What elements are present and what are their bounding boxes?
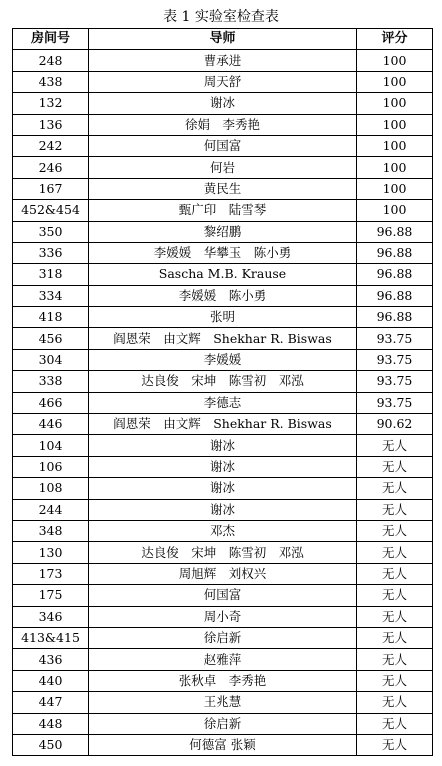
- room-cell: 440: [13, 670, 89, 691]
- table-row: [13, 264, 433, 285]
- room-cell: 338: [13, 371, 89, 392]
- advisor-cell: 何岩: [89, 157, 357, 178]
- score-cell: 100: [357, 178, 433, 199]
- advisor-cell: 达良俊 宋坤 陈雪初 邓泓: [89, 371, 357, 392]
- advisor-cell: 张明: [89, 307, 357, 328]
- room-cell: 108: [13, 478, 89, 499]
- advisor-cell: 何德富 张颖: [89, 734, 357, 755]
- room-cell: 130: [13, 542, 89, 563]
- advisor-cell: 李媛媛: [89, 349, 357, 370]
- score-cell: 无人: [357, 520, 433, 541]
- advisor-cell: 徐启新: [89, 713, 357, 734]
- table-caption: 表 1 实验室检查表: [163, 9, 279, 25]
- advisor-cell: 阎恩荣 由文辉 Shekhar R. Biswas: [89, 328, 357, 349]
- table-row: [13, 135, 433, 156]
- score-cell: 96.88: [357, 307, 433, 328]
- table-row: [13, 606, 433, 627]
- table-row: [13, 692, 433, 713]
- score-cell: 96.88: [357, 221, 433, 242]
- header-score: 评分: [357, 29, 433, 50]
- room-cell: 348: [13, 520, 89, 541]
- table-row: [13, 435, 433, 456]
- advisor-cell: 谢冰: [89, 435, 357, 456]
- score-cell: 93.75: [357, 371, 433, 392]
- room-cell: 242: [13, 135, 89, 156]
- score-cell: 无人: [357, 585, 433, 606]
- score-cell: 无人: [357, 670, 433, 691]
- advisor-cell: 何国富: [89, 135, 357, 156]
- advisor-cell: 周旭辉 刘权兴: [89, 563, 357, 584]
- room-cell: 304: [13, 349, 89, 370]
- table-row: [13, 93, 433, 114]
- table-row: [13, 307, 433, 328]
- advisor-cell: 周天舒: [89, 71, 357, 92]
- table-row: [13, 456, 433, 477]
- room-cell: 248: [13, 50, 89, 71]
- table-row: [13, 670, 433, 691]
- table-row: [13, 178, 433, 199]
- room-cell: 167: [13, 178, 89, 199]
- advisor-cell: 曹承进: [89, 50, 357, 71]
- score-cell: 96.88: [357, 285, 433, 306]
- room-cell: 132: [13, 93, 89, 114]
- score-cell: 93.75: [357, 328, 433, 349]
- room-cell: 413&415: [13, 627, 89, 648]
- table-body: [13, 50, 433, 756]
- score-cell: 90.62: [357, 414, 433, 435]
- advisor-cell: 谢冰: [89, 456, 357, 477]
- score-cell: 无人: [357, 649, 433, 670]
- room-cell: 447: [13, 692, 89, 713]
- score-cell: 无人: [357, 542, 433, 563]
- score-cell: 无人: [357, 499, 433, 520]
- table-row: [13, 520, 433, 541]
- table-row: [13, 328, 433, 349]
- room-cell: 438: [13, 71, 89, 92]
- room-cell: 246: [13, 157, 89, 178]
- room-cell: 350: [13, 221, 89, 242]
- room-cell: 446: [13, 414, 89, 435]
- room-cell: 452&454: [13, 200, 89, 221]
- score-cell: 100: [357, 157, 433, 178]
- room-cell: 418: [13, 307, 89, 328]
- score-cell: 无人: [357, 713, 433, 734]
- score-cell: 93.75: [357, 392, 433, 413]
- room-cell: 106: [13, 456, 89, 477]
- room-cell: 336: [13, 242, 89, 263]
- table-row: [13, 627, 433, 648]
- advisor-cell: 达良俊 宋坤 陈雪初 邓泓: [89, 542, 357, 563]
- header-room: 房间号: [13, 29, 89, 50]
- room-cell: 175: [13, 585, 89, 606]
- advisor-cell: 李媛媛 陈小勇: [89, 285, 357, 306]
- table-row: [13, 285, 433, 306]
- table-row: [13, 414, 433, 435]
- advisor-cell: 谢冰: [89, 93, 357, 114]
- advisor-cell: 何国富: [89, 585, 357, 606]
- advisor-cell: 黎绍鹏: [89, 221, 357, 242]
- score-cell: 无人: [357, 606, 433, 627]
- table-row: [13, 649, 433, 670]
- table-row: [13, 542, 433, 563]
- table-row: [13, 157, 433, 178]
- score-cell: 无人: [357, 627, 433, 648]
- table-row: [13, 585, 433, 606]
- header-advisor: 导师: [89, 29, 357, 50]
- score-cell: 无人: [357, 563, 433, 584]
- advisor-cell: 徐娟 李秀艳: [89, 114, 357, 135]
- room-cell: 346: [13, 606, 89, 627]
- table-row: [13, 499, 433, 520]
- advisor-cell: 黄民生: [89, 178, 357, 199]
- score-cell: 无人: [357, 478, 433, 499]
- table-row: [13, 392, 433, 413]
- room-cell: 448: [13, 713, 89, 734]
- table-row: [13, 200, 433, 221]
- table-row: [13, 242, 433, 263]
- advisor-cell: 谢冰: [89, 499, 357, 520]
- score-cell: 无人: [357, 734, 433, 755]
- room-cell: 244: [13, 499, 89, 520]
- table-row: [13, 349, 433, 370]
- table-row: [13, 71, 433, 92]
- table-row: [13, 713, 433, 734]
- score-cell: 100: [357, 135, 433, 156]
- table-row: [13, 221, 433, 242]
- score-cell: 96.88: [357, 264, 433, 285]
- advisor-cell: 谢冰: [89, 478, 357, 499]
- room-cell: 456: [13, 328, 89, 349]
- advisor-cell: Sascha M.B. Krause: [89, 264, 357, 285]
- score-cell: 无人: [357, 692, 433, 713]
- advisor-cell: 王兆慧: [89, 692, 357, 713]
- table-row: [13, 734, 433, 755]
- room-cell: 334: [13, 285, 89, 306]
- room-cell: 466: [13, 392, 89, 413]
- advisor-cell: 张秋卓 李秀艳: [89, 670, 357, 691]
- score-cell: 100: [357, 114, 433, 135]
- room-cell: 173: [13, 563, 89, 584]
- table-row: [13, 563, 433, 584]
- advisor-cell: 赵雅萍: [89, 649, 357, 670]
- table-row: [13, 50, 433, 71]
- table-row: [13, 478, 433, 499]
- score-cell: 100: [357, 93, 433, 114]
- table-row: [13, 114, 433, 135]
- score-cell: 无人: [357, 435, 433, 456]
- room-cell: 104: [13, 435, 89, 456]
- score-cell: 96.88: [357, 242, 433, 263]
- table-row: [13, 371, 433, 392]
- score-cell: 无人: [357, 456, 433, 477]
- room-cell: 318: [13, 264, 89, 285]
- advisor-cell: 阎恩荣 由文辉 Shekhar R. Biswas: [89, 414, 357, 435]
- table-header-row: [13, 29, 433, 50]
- score-cell: 93.75: [357, 349, 433, 370]
- advisor-cell: 周小奇: [89, 606, 357, 627]
- room-cell: 436: [13, 649, 89, 670]
- lab-inspection-table: [12, 28, 433, 756]
- advisor-cell: 李媛媛 华攀玉 陈小勇: [89, 242, 357, 263]
- advisor-cell: 邓杰: [89, 520, 357, 541]
- score-cell: 100: [357, 71, 433, 92]
- score-cell: 100: [357, 50, 433, 71]
- room-cell: 450: [13, 734, 89, 755]
- advisor-cell: 李德志: [89, 392, 357, 413]
- score-cell: 100: [357, 200, 433, 221]
- room-cell: 136: [13, 114, 89, 135]
- advisor-cell: 甄广印 陆雪琴: [89, 200, 357, 221]
- advisor-cell: 徐启新: [89, 627, 357, 648]
